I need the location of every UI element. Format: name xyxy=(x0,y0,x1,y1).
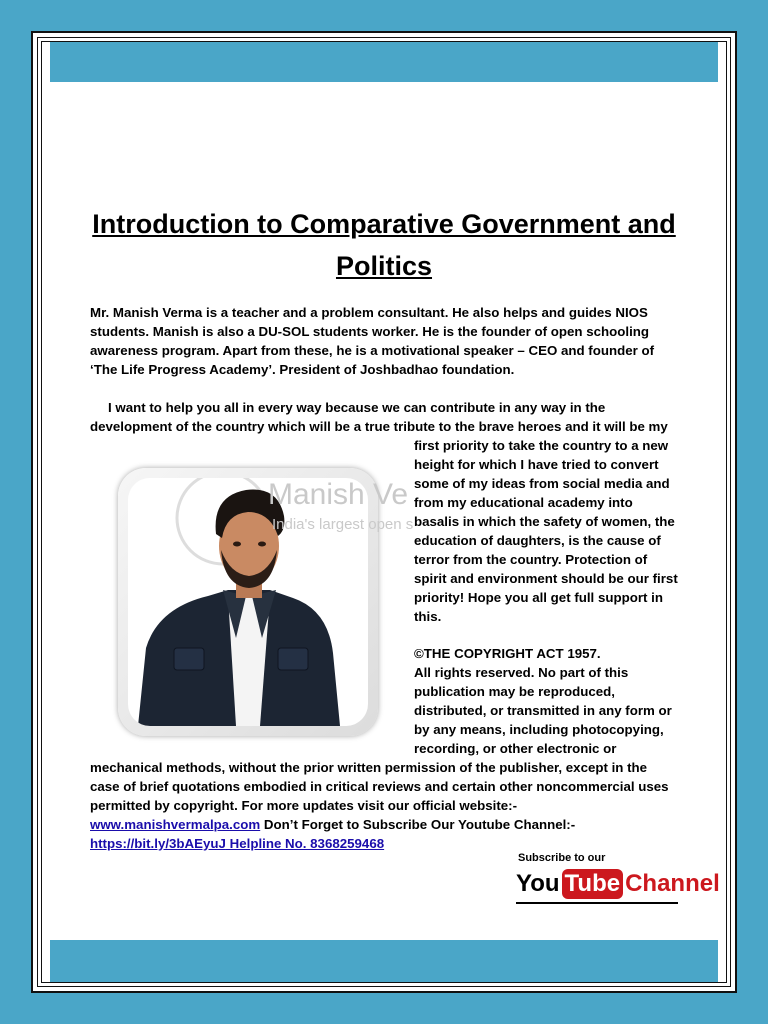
youtube-link[interactable]: https://bit.ly/3bAEyuJ xyxy=(90,836,226,851)
copyright-heading: ©THE COPYRIGHT ACT 1957. xyxy=(414,646,601,661)
mission-line: terror from the country. Protection of xyxy=(414,552,648,567)
copyright-line: All rights reserved. No part of this xyxy=(414,665,629,680)
mission-line: spirit and environment should be our first xyxy=(414,571,678,586)
youtube-subscribe-badge[interactable] xyxy=(516,852,720,906)
mission-line: from my educational academy into xyxy=(414,495,633,510)
bio-paragraph: Mr. Manish Verma is a teacher and a problem consultant. He also helps and guides NIOS students. Manish is also a DU-SOL students worker. He is the founder of open schooling awareness program. Apart from these, he is a motivational speaker – CEO and founder of ‘The Life Progress Academy’. President of Joshbadhao foundation. xyxy=(90,305,655,377)
watermark-name: Manish Ve xyxy=(268,478,409,511)
copyright-paragraph xyxy=(90,758,680,853)
watermark-tagline: India's largest open s xyxy=(272,516,414,533)
badge-you: You xyxy=(516,870,560,897)
mission-line: height for which I have tried to convert xyxy=(414,457,659,472)
badge-tube: Tube xyxy=(562,869,624,899)
copyright-block xyxy=(414,644,704,758)
right-band xyxy=(737,0,768,1024)
mission-line: this. xyxy=(414,609,442,624)
mission-paragraph-wrap xyxy=(414,436,704,626)
mission-line: education of daughters, is the cause of xyxy=(414,533,661,548)
mission-line: priority! Hope you all get full support in xyxy=(414,590,663,605)
copyright-line: recording, or other electronic or xyxy=(414,741,617,756)
badge-subscribe-text: Subscribe to our xyxy=(518,852,606,864)
inner-top-band xyxy=(50,42,718,82)
mission-line: some of my ideas from social media and xyxy=(414,476,670,491)
subscribe-text: Don’t Forget to Subscribe Our Youtube Channel:- xyxy=(260,817,576,832)
left-band xyxy=(0,0,31,1024)
mission-line: basalis in which the safety of women, the xyxy=(414,514,675,529)
mission-line: first priority to take the country to a new xyxy=(414,438,669,453)
badge-channel: Channel xyxy=(625,870,720,897)
copyright-line: distributed, or transmitted in any form or xyxy=(414,703,672,718)
badge-underline xyxy=(516,902,678,904)
mission-paragraph-intro: I want to help you all in every way because we can contribute in any way in the development of the country which will be a true tribute to the brave heroes and it will be my xyxy=(90,400,668,434)
inner-bottom-band xyxy=(50,940,718,982)
helpline-text: Helpline No. 8368259468 xyxy=(225,836,385,851)
copyright-line: by any means, including photocopying, xyxy=(414,722,664,737)
page-title: Introduction to Comparative Government and Politics xyxy=(92,209,676,281)
website-link[interactable]: www.manishvermalpa.com xyxy=(90,817,261,832)
copyright-line: publication may be reproduced, xyxy=(414,684,615,699)
copyright-text: mechanical methods, without the prior written permission of the publisher, except in the case of brief quotations embodied in critical reviews and certain other noncommercial uses permitted by copyright. For more updates visit our official website:- xyxy=(90,760,669,813)
